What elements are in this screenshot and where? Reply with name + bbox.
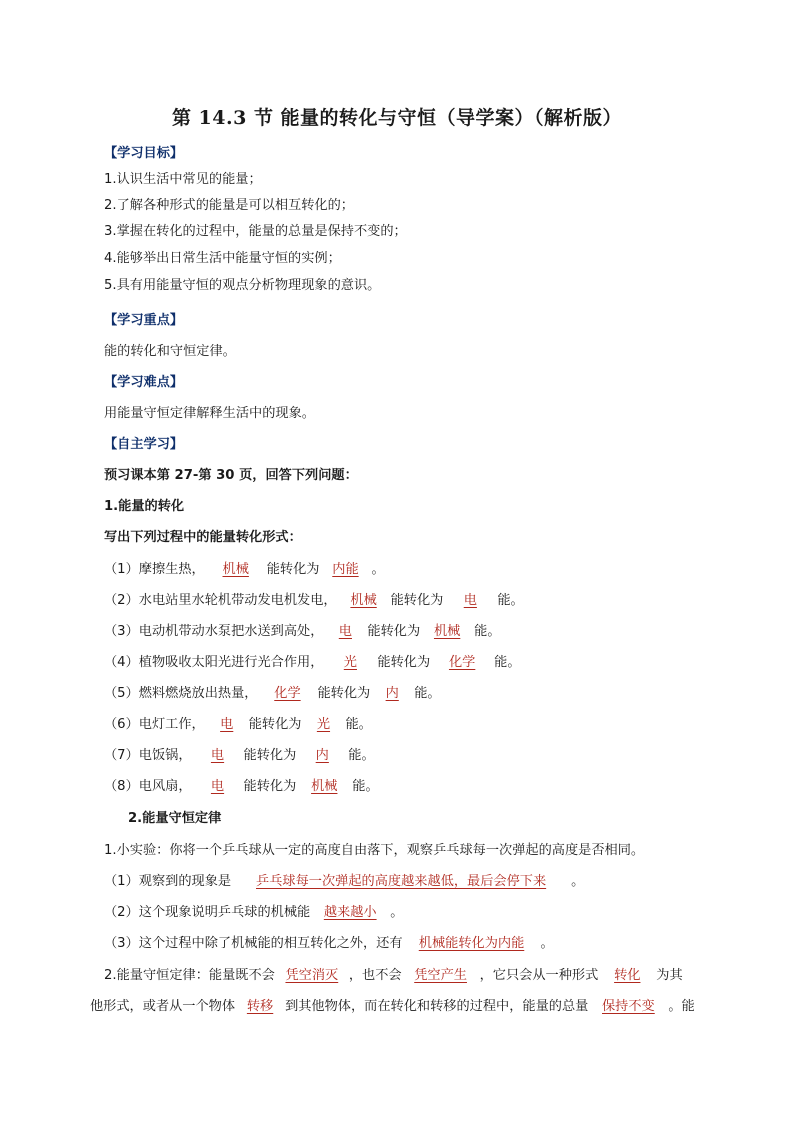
answer-blank: 内能 <box>332 562 359 577</box>
law-text: 为其 <box>656 968 683 983</box>
law-paragraph-line1 <box>104 966 683 986</box>
conversion-item <box>104 684 441 704</box>
conversion-prompt: 写出下列过程中的能量转化形式： <box>104 530 302 545</box>
conversion-item <box>104 591 524 611</box>
item-mid: 能转化为 <box>266 562 320 577</box>
conversion-item <box>104 715 372 735</box>
law-text: 。能 <box>668 999 695 1014</box>
answer-blank: 机械 <box>433 624 461 639</box>
answer-blank: 化学 <box>274 686 301 701</box>
answer-blank: 保持不变 <box>602 999 655 1014</box>
question-2 <box>104 903 403 923</box>
item-mid: 能转化为 <box>317 686 371 701</box>
answer-blank: 化学 <box>448 655 476 670</box>
focus-header: 【学习重点】 <box>104 313 184 328</box>
answer-blank: 内 <box>315 748 329 763</box>
law-text: 2.能量守恒定律：能量既不会 <box>104 968 275 983</box>
self-study-header: 【自主学习】 <box>104 437 184 452</box>
question-3 <box>104 934 554 954</box>
goal-item: 3.掌握在转化的过程中，能量的总量是保持不变的； <box>104 224 407 239</box>
item-end: 。 <box>371 562 385 577</box>
conversion-item <box>104 560 385 580</box>
item-prompt: （8）电风扇， <box>104 779 192 794</box>
answer-blank: 电 <box>338 624 352 639</box>
difficulty-header: 【学习难点】 <box>104 375 184 390</box>
law-text: 他形式，或者从一个物体 <box>90 999 236 1014</box>
item-prompt: （2）水电站里水轮机带动发电机发电， <box>104 593 337 608</box>
answer-blank: 转移 <box>246 999 274 1014</box>
question-end: 。 <box>571 874 585 889</box>
answer-blank: 内 <box>385 686 399 701</box>
page-title: 第 14.3 节 能量的转化与守恒（导学案）（解析版） <box>171 107 623 129</box>
answer-blank: 机械能转化为内能 <box>418 936 525 951</box>
conversion-item <box>104 746 375 766</box>
law-text: 到其他物体，而在转化和转移的过程中，能量的总量 <box>285 999 589 1014</box>
conversion-item <box>104 777 379 797</box>
item-end: 能。 <box>348 748 375 763</box>
law-text: ，也不会 <box>348 968 402 983</box>
item-mid: 能转化为 <box>390 593 444 608</box>
section-energy-conversion: 1.能量的转化 <box>104 499 185 514</box>
item-end: 能。 <box>345 717 372 732</box>
difficulty-text: 用能量守恒定律解释生活中的现象。 <box>104 406 315 421</box>
answer-blank: 越来越小 <box>323 905 377 920</box>
conversion-item <box>104 622 501 642</box>
answer-blank: 凭空产生 <box>414 968 467 983</box>
goal-item: 2.了解各种形式的能量是可以相互转化的； <box>104 198 354 213</box>
item-prompt: （4）植物吸收太阳光进行光合作用， <box>104 655 324 670</box>
item-end: 能。 <box>474 624 501 639</box>
answer-blank: 机械 <box>222 562 249 577</box>
item-end: 能。 <box>497 593 524 608</box>
item-mid: 能转化为 <box>243 748 297 763</box>
answer-blank: 机械 <box>350 593 377 608</box>
answer-blank: 电 <box>463 593 477 608</box>
answer-blank: 电 <box>220 717 234 732</box>
item-mid: 能转化为 <box>243 779 297 794</box>
question-prompt: （2）这个现象说明乒乓球的机械能 <box>104 905 311 920</box>
self-study-intro: 预习课本第 27-第 30 页，回答下列问题： <box>104 468 358 483</box>
question-prompt: （1）观察到的现象是 <box>104 874 232 889</box>
answer-blank: 乒乓球每一次弹起的高度越来越低，最后会停下来 <box>256 874 547 889</box>
section-energy-conservation: 2.能量守恒定律 <box>128 811 222 826</box>
goal-item: 1.认识生活中常见的能量； <box>104 172 262 187</box>
answer-blank: 凭空消灭 <box>285 968 339 983</box>
item-end: 能。 <box>414 686 441 701</box>
law-paragraph-line2 <box>90 997 695 1017</box>
question-end: 。 <box>390 905 404 920</box>
item-prompt: （3）电动机带动水泵把水送到高处， <box>104 624 324 639</box>
item-prompt: （7）电饭锅， <box>104 748 192 763</box>
experiment-text: 1.小实验：你将一个乒乓球从一定的高度自由落下，观察乒乓球每一次弹起的高度是否相同。 <box>104 843 645 858</box>
item-prompt: （6）电灯工作， <box>104 717 205 732</box>
answer-blank: 光 <box>343 655 357 670</box>
item-mid: 能转化为 <box>367 624 421 639</box>
item-prompt: （5）燃料燃烧放出热量， <box>104 686 258 701</box>
goal-item: 4.能够举出日常生活中能量守恒的实例； <box>104 251 341 266</box>
answer-blank: 机械 <box>311 779 338 794</box>
conversion-item <box>104 653 521 673</box>
answer-blank: 光 <box>316 717 331 732</box>
answer-blank: 转化 <box>614 968 641 983</box>
goal-item: 5.具有用能量守恒的观点分析物理现象的意识。 <box>104 278 381 293</box>
question-1 <box>104 872 584 892</box>
answer-blank: 电 <box>210 779 225 794</box>
question-end: 。 <box>540 936 554 951</box>
item-mid: 能转化为 <box>248 717 302 732</box>
item-end: 能。 <box>494 655 521 670</box>
item-end: 能。 <box>352 779 379 794</box>
item-mid: 能转化为 <box>377 655 431 670</box>
answer-blank: 电 <box>210 748 225 763</box>
focus-text: 能的转化和守恒定律。 <box>104 344 236 359</box>
question-prompt: （3）这个过程中除了机械能的相互转化之外，还有 <box>104 936 403 951</box>
law-text: ，它只会从一种形式 <box>479 968 599 983</box>
item-prompt: （1）摩擦生热， <box>104 562 205 577</box>
goals-header: 【学习目标】 <box>104 146 184 161</box>
